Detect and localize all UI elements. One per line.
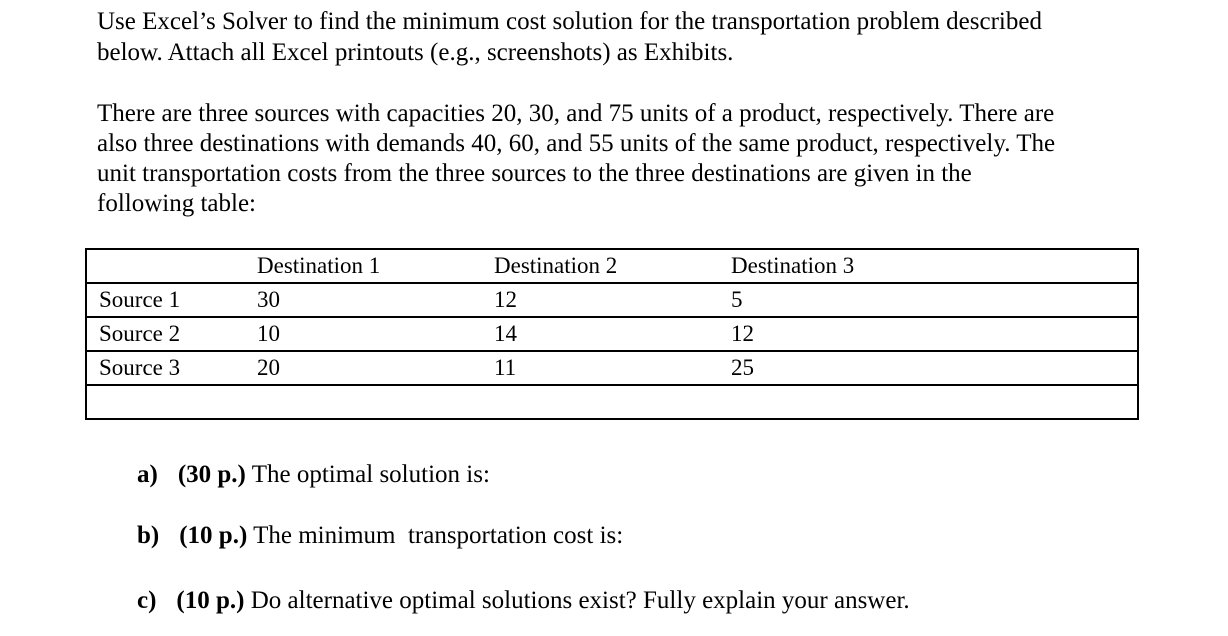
- cost-cell: 30: [245, 283, 482, 317]
- header-cell-destination-2: Destination 2: [482, 249, 719, 283]
- empty-cell: [482, 385, 719, 419]
- cost-cell: 12: [719, 317, 1138, 351]
- empty-cell: [86, 385, 245, 419]
- question-text: Do alternative optimal solutions exist? Fully explain your answer.: [250, 587, 910, 614]
- problem-line-1: There are three sources with capacities 20, 30, and 75 units of a product, respectively. There are: [97, 100, 1055, 127]
- intro-line-2: below. Attach all Excel printouts (e.g., screenshots) as Exhibits.: [97, 39, 734, 66]
- question-c: [137, 586, 910, 616]
- table-header-row: [86, 249, 1138, 283]
- question-label: c): [137, 587, 157, 614]
- question-label: b): [137, 522, 160, 549]
- table-row: [86, 351, 1138, 385]
- header-cell-destination-1: Destination 1: [245, 249, 482, 283]
- empty-cell: [245, 385, 482, 419]
- question-text: The optimal solution is:: [251, 461, 490, 488]
- source-cell: Source 3: [86, 351, 245, 385]
- cost-cell: 20: [245, 351, 482, 385]
- cost-cell: 12: [482, 283, 719, 317]
- problem-line-3: unit transportation costs from the three sources to the three destinations are given in the: [97, 160, 972, 187]
- question-label: a): [137, 461, 158, 488]
- problem-line-4: following table:: [97, 190, 256, 217]
- table-empty-row: [86, 385, 1138, 419]
- table-row: [86, 317, 1138, 351]
- cost-cell: 14: [482, 317, 719, 351]
- question-points: (10 p.): [176, 587, 245, 614]
- question-text: The minimum transportation cost is:: [253, 522, 624, 549]
- header-cell-empty: [86, 249, 245, 283]
- source-cell: Source 1: [86, 283, 245, 317]
- empty-cell: [719, 385, 1138, 419]
- cost-cell: 5: [719, 283, 1138, 317]
- intro-line-1: Use Excel’s Solver to find the minimum cost solution for the transportation problem described: [97, 8, 1042, 35]
- question-b: [137, 521, 623, 551]
- table-row: [86, 283, 1138, 317]
- question-a: [137, 460, 490, 490]
- cost-table: [85, 248, 1139, 420]
- problem-line-2: also three destinations with demands 40, 60, and 55 units of the same product, respectively. The: [97, 130, 1056, 157]
- question-points: (30 p.): [177, 461, 246, 488]
- cost-cell: 11: [482, 351, 719, 385]
- header-cell-destination-3: Destination 3: [719, 249, 1138, 283]
- source-cell: Source 2: [86, 317, 245, 351]
- cost-cell: 10: [245, 317, 482, 351]
- cost-cell: 25: [719, 351, 1138, 385]
- question-points: (10 p.): [179, 522, 248, 549]
